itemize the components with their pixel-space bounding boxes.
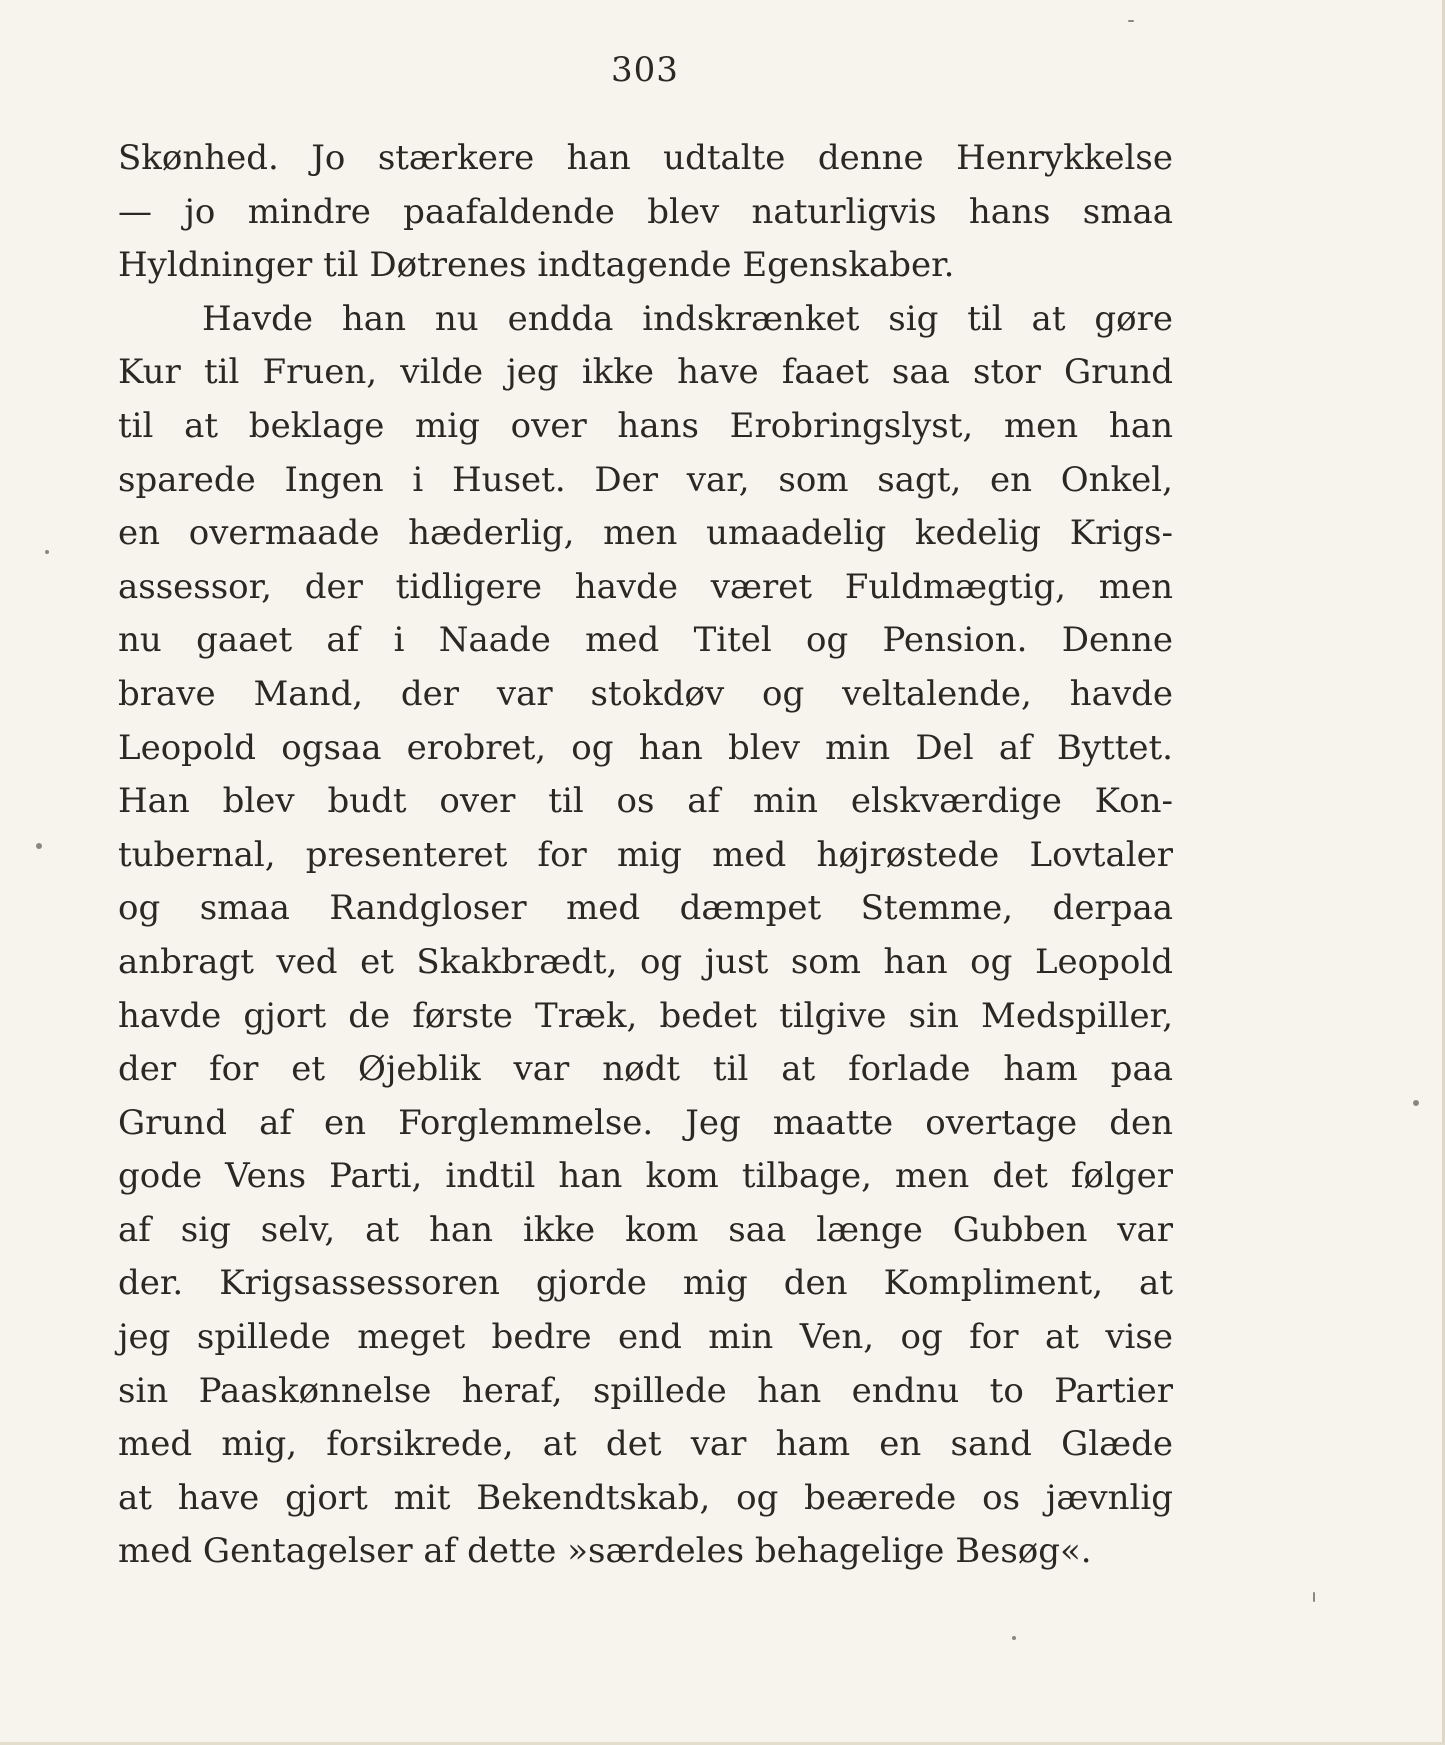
body-text: [118, 132, 1173, 1579]
text-line: Havde han nu endda indskrænket sig til at gøre: [202, 298, 1173, 339]
text-line: sparede Ingen i Huset. Der var, som sagt, en Onkel,: [118, 459, 1173, 500]
text-line: Kur til Fruen, vilde jeg ikke have faaet saa stor Grund: [118, 352, 1173, 393]
text-line: anbragt ved et Skakbrædt, og just som han og Leopold: [118, 941, 1173, 982]
text-line: en overmaade hæderlig, men umaadelig kedelig Krigs-: [118, 513, 1173, 554]
text-line: Leopold ogsaa erobret, og han blev min Del af Byttet.: [118, 727, 1173, 768]
text-line: — jo mindre paafaldende blev naturligvis hans smaa: [118, 191, 1173, 232]
text-line: med mig, forsikrede, at det var ham en sand Glæde: [118, 1424, 1173, 1465]
text-line: og smaa Randgloser med dæmpet Stemme, derpaa: [118, 888, 1173, 929]
text-line: sin Paaskønnelse heraf, spillede han endnu to Partier: [118, 1370, 1173, 1411]
text-line: Han blev budt over til os af min elskværdige Kon-: [118, 781, 1173, 822]
text-line: havde gjort de første Træk, bedet tilgive sin Medspiller,: [118, 995, 1173, 1036]
text-line: tubernal, presenteret for mig med højrøstede Lovtaler: [118, 834, 1173, 875]
text-line: af sig selv, at han ikke kom saa længe Gubben var: [118, 1209, 1173, 1250]
text-line: der. Krigsassessoren gjorde mig den Kompliment, at: [118, 1263, 1173, 1304]
page-number: 303: [611, 50, 679, 90]
paper-speck: [45, 550, 49, 554]
paper-speck: [1313, 1592, 1315, 1602]
text-line: der for et Øjeblik var nødt til at forlade ham paa: [118, 1049, 1173, 1090]
text-line: med Gentagelser af dette »særdeles behagelige Besøg«.: [118, 1531, 1092, 1572]
paper-speck: [36, 843, 42, 849]
text-line: nu gaaet af i Naade med Titel og Pension. Denne: [118, 620, 1173, 661]
text-line: Hyldninger til Døtrenes indtagende Egenskaber.: [118, 245, 955, 286]
paper-speck: [1128, 20, 1134, 22]
text-line: at have gjort mit Bekendtskab, og beærede os jævnlig: [118, 1477, 1173, 1518]
text-line: Skønhed. Jo stærkere han udtalte denne Henrykkelse: [118, 138, 1173, 178]
text-line: Grund af en Forglemmelse. Jeg maatte overtage den: [118, 1102, 1173, 1143]
paper-speck: [1413, 1100, 1419, 1106]
text-line: brave Mand, der var stokdøv og veltalende, havde: [118, 673, 1173, 714]
text-line: gode Vens Parti, indtil han kom tilbage, men det følger: [118, 1156, 1173, 1197]
text-line: til at beklage mig over hans Erobringslyst, men han: [118, 405, 1173, 446]
paper-speck: [1012, 1636, 1016, 1640]
text-line: assessor, der tidligere havde været Fuldmægtig, men: [118, 566, 1173, 607]
text-line: jeg spillede meget bedre end min Ven, og for at vise: [118, 1317, 1173, 1358]
